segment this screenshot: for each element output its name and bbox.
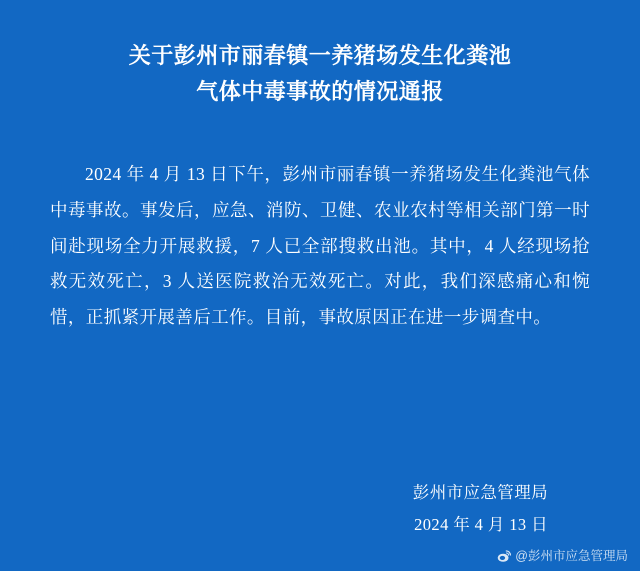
body-paragraph: 2024 年 4 月 13 日下午，彭州市丽春镇一养猪场发生化粪池气体中毒事故。事发后，应急、消防、卫健、农业农村等相关部门第一时间赴现场全力开展救援，7 人已全部搜救出池。其中，4 人经现场抢救无效死亡，3 人送医院救治无效死亡。对此，我们深感痛心和惋惜，正抓紧开展善后工作。目前，事故原因正在进一步调查中。 [50,164,590,327]
document-body [44,157,596,335]
watermark [497,549,628,563]
title-line-1: 关于彭州市丽春镇一养猪场发生化粪池 [128,43,512,68]
signature-date: 2024 年 4 月 13 日 [414,514,548,534]
watermark-handle: @彭州市应急管理局 [515,548,628,563]
title-line-2: 气体中毒事故的情况通报 [196,78,444,104]
document-title [44,38,596,109]
signature-issuer: 彭州市应急管理局 [412,482,548,502]
weibo-icon [497,549,511,563]
